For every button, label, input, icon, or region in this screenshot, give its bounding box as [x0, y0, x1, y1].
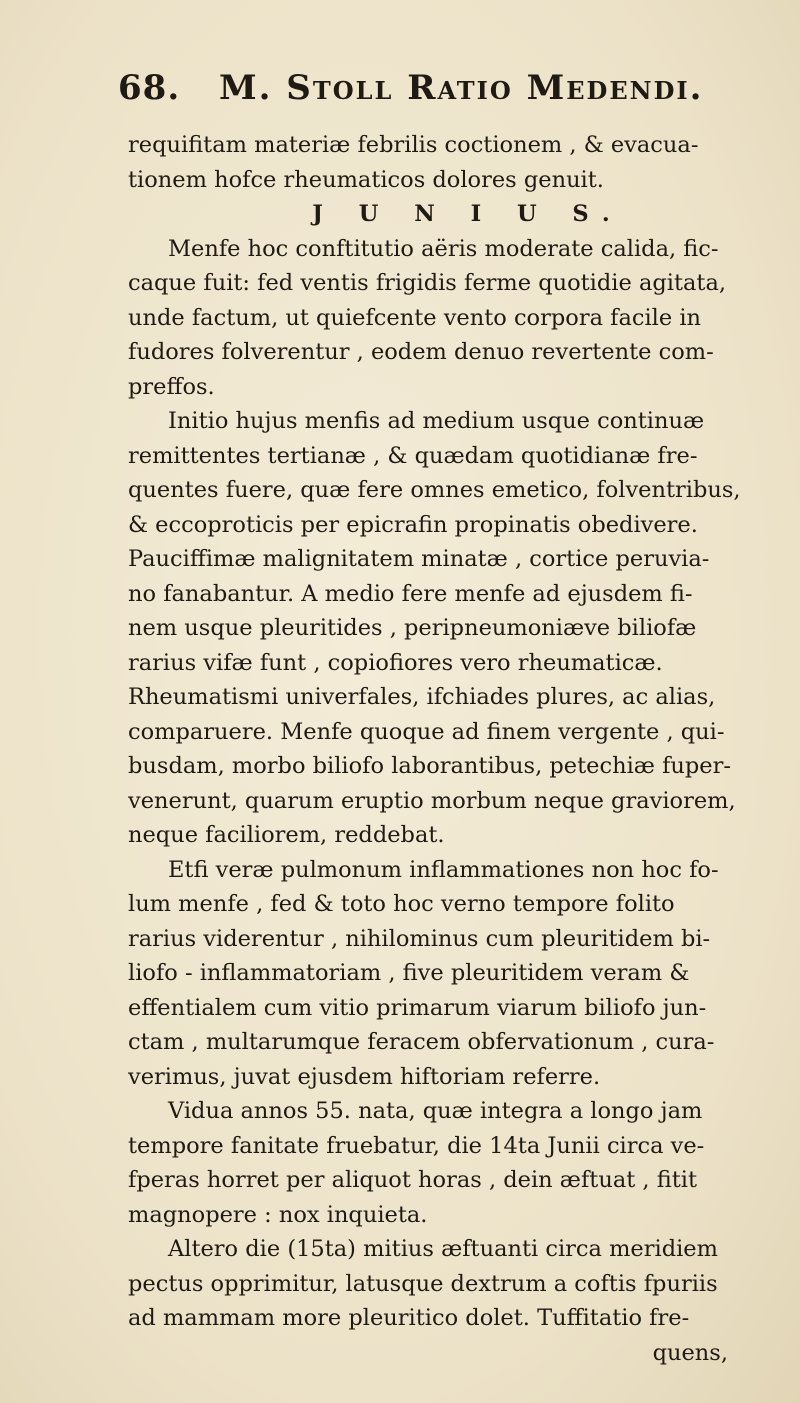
- text-line: Menfe hoc conftitutio aëris moderate calida, fic-: [168, 235, 719, 262]
- text-line: fudores folverentur , eodem denuo revertente com-: [128, 339, 714, 365]
- text-line: unde factum, ut quiefcente vento corpora facile in: [128, 304, 702, 331]
- text-line: tempore fanitate fruebatur, die 14ta Junii circa ve-: [128, 1132, 705, 1159]
- text-line: quentes fuere, quæ fere omnes emetico, folventribus,: [128, 477, 741, 503]
- text-line: fperas horret per aliquot horas , dein æftuat , fitit: [128, 1167, 698, 1193]
- text-line: rarius viderentur , nihilominus cum pleuritidem bi-: [128, 925, 711, 952]
- text-line: rarius vifæ funt , copiofiores vero rheumaticæ.: [128, 649, 663, 676]
- text-line: nem usque pleuritides , peripneumoniæve biliofæ: [128, 615, 697, 641]
- text-line: Altero die (15ta) mitius æftuanti circa meridiem: [168, 1236, 718, 1262]
- text-line: Etfi veræ pulmonum inflammationes non hoc fo-: [168, 856, 719, 883]
- page-number: 68.: [118, 68, 181, 108]
- text-line: Rheumatismi univerfales, ifchiades plures, ac alias,: [128, 684, 716, 710]
- text-line: Initio hujus menfis ad medium usque continuæ: [168, 408, 705, 434]
- catchword: quens,: [652, 1339, 728, 1366]
- text-line: pectus opprimitur, latusque dextrum a coftis fpuriis: [128, 1270, 718, 1297]
- text-line: venerunt, quarum eruptio morbum neque graviorem,: [128, 787, 736, 814]
- text-line: caque fuit: fed ventis frigidis ferme quotidie agitata,: [128, 270, 727, 296]
- text-line: lum menfe , fed & toto hoc verno tempore folito: [128, 891, 675, 917]
- text-line: tionem hofce rheumaticos dolores genuit.: [128, 166, 604, 193]
- text-line: magnopere : nox inquieta.: [128, 1201, 428, 1228]
- text-line: requifitam materiæ febrilis coctionem , & evacua-: [128, 132, 699, 158]
- text-line: Pauciffimæ malignitatem minatæ , cortice peruvia-: [128, 546, 710, 572]
- running-title: M. Stoll Ratio Medendi.: [219, 68, 704, 108]
- body-text: [128, 128, 768, 1370]
- running-header: [118, 68, 703, 108]
- text-line: & eccoproticis per epicrafin propinatis obedivere.: [128, 511, 698, 538]
- text-line: remittentes tertianæ , & quædam quotidianæ fre-: [128, 442, 698, 469]
- text-line: comparuere. Menfe quoque ad finem vergente , qui-: [128, 718, 725, 745]
- section-heading: J U N I U S.: [312, 201, 624, 227]
- text-line: preffos.: [128, 373, 215, 400]
- text-line: Vidua annos 55. nata, quæ integra a longo jam: [168, 1098, 703, 1124]
- text-line: ctam , multarumque feracem obfervationum , cura-: [128, 1029, 715, 1055]
- text-line: busdam, morbo biliofo laborantibus, petechiæ fuper-: [128, 753, 731, 779]
- text-line: effentialem cum vitio primarum viarum biliofo jun-: [128, 994, 707, 1021]
- text-line: verimus, juvat ejusdem hiftoriam referre.: [128, 1063, 601, 1090]
- text-line: ad mammam more pleuritico dolet. Tuffitatio fre-: [128, 1305, 690, 1331]
- text-line: neque faciliorem, reddebat.: [128, 822, 445, 848]
- text-line: liofo - inflammatoriam , five pleuritidem veram &: [128, 960, 690, 986]
- text-line: no fanabantur. A medio fere menfe ad ejusdem fi-: [128, 580, 693, 607]
